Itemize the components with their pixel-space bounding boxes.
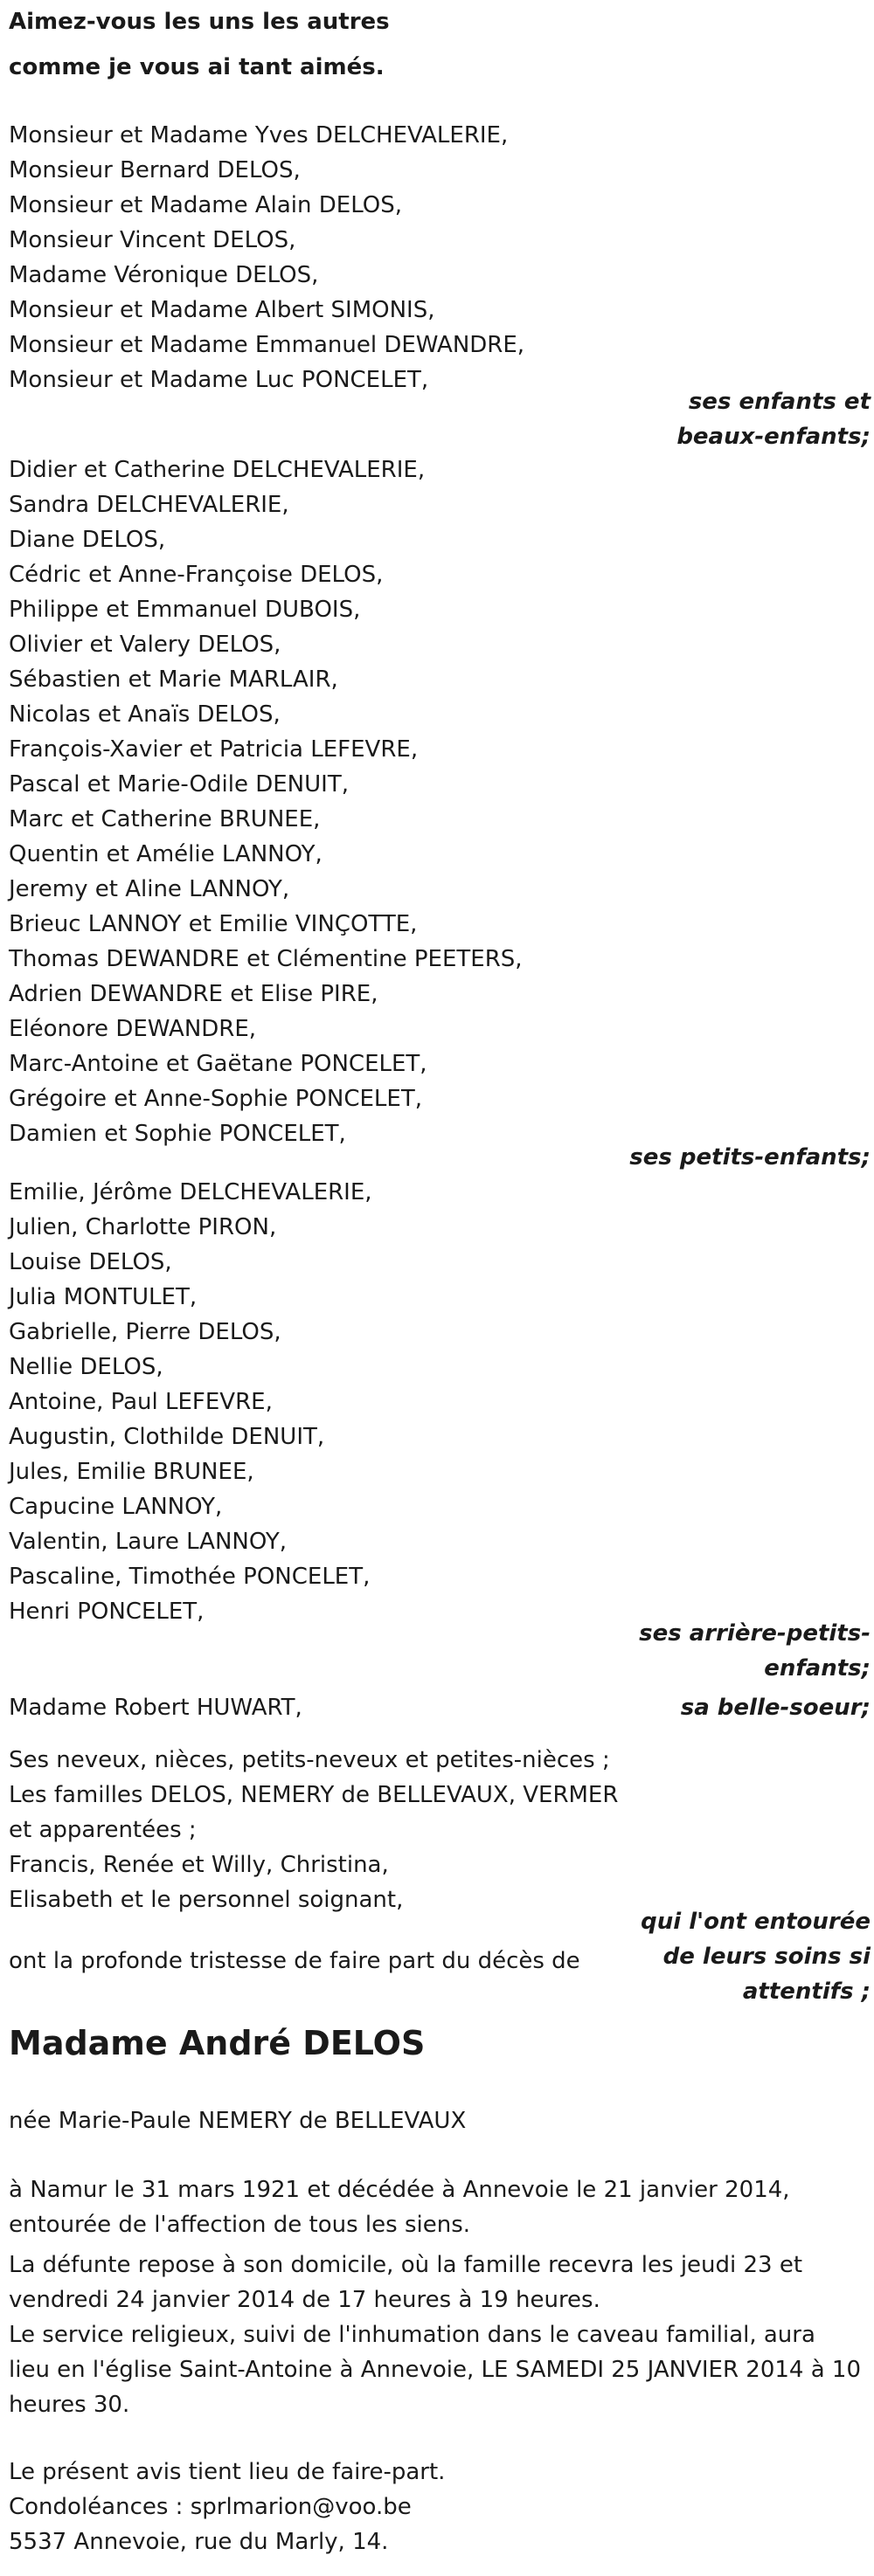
list-item: Augustin, Clothilde DENUIT, <box>9 1424 325 1450</box>
list-item: Louise DELOS, <box>9 1249 172 1275</box>
list-item: Monsieur et Madame Emmanuel DEWANDRE, <box>9 332 525 358</box>
list-item: Ses neveux, nièces, petits-neveux et petites-nièces ; <box>9 1747 610 1773</box>
list-item: Cédric et Anne-Françoise DELOS, <box>9 562 384 588</box>
paragraph-line: Le service religieux, suivi de l'inhumation dans le caveau familial, aura <box>9 2322 815 2348</box>
list-item: Gabrielle, Pierre DELOS, <box>9 1319 281 1345</box>
list-item: Nicolas et Anaïs DELOS, <box>9 701 281 728</box>
list-item: Francis, Renée et Willy, Christina, <box>9 1852 389 1878</box>
others-label-line-1: qui l'ont entourée <box>641 1909 871 1935</box>
paragraph-line: à Namur le 31 mars 1921 et décédée à Annevoie le 21 janvier 2014, <box>9 2177 790 2203</box>
list-item: Henri PONCELET, <box>9 1599 205 1625</box>
list-item: Philippe et Emmanuel DUBOIS, <box>9 597 361 623</box>
paragraph-line: La défunte repose à son domicile, où la famille recevra les jeudi 23 et <box>9 2252 803 2278</box>
list-item: François-Xavier et Patricia LEFEVRE, <box>9 736 419 763</box>
list-item: Olivier et Valery DELOS, <box>9 632 281 658</box>
paragraph-line: lieu en l'église Saint-Antoine à Annevoie, LE SAMEDI 25 JANVIER 2014 à 10 <box>9 2357 861 2383</box>
list-item: Antoine, Paul LEFEVRE, <box>9 1389 273 1415</box>
list-item: Monsieur et Madame Yves DELCHEVALERIE, <box>9 122 509 148</box>
deceased-name: Madame André DELOS <box>9 2024 426 2062</box>
list-item: Capucine LANNOY, <box>9 1494 223 1520</box>
list-item: Jules, Emilie BRUNEE, <box>9 1459 254 1485</box>
children-label-line-2: beaux-enfants; <box>676 424 871 450</box>
list-item: Monsieur et Madame Albert SIMONIS, <box>9 297 435 323</box>
grandchildren-label: ses petits-enfants; <box>629 1144 871 1171</box>
footer-contact <box>9 2455 445 2559</box>
sister-in-law-name: Madame Robert HUWART, <box>9 1695 302 1721</box>
header-verse-line-1: Aimez-vous les uns les autres <box>9 9 390 35</box>
list-item: Brieuc LANNOY et Emilie VINÇOTTE, <box>9 911 418 937</box>
list-item: Elisabeth et le personnel soignant, <box>9 1887 404 1913</box>
children-list <box>9 118 524 397</box>
list-item: Pascal et Marie-Odile DENUIT, <box>9 771 349 798</box>
list-item: Grégoire et Anne-Sophie PONCELET, <box>9 1086 422 1112</box>
footer-line: Condoléances : sprlmarion@voo.be <box>9 2494 412 2520</box>
list-item: Emilie, Jérôme DELCHEVALERIE, <box>9 1179 372 1205</box>
list-item: Marc-Antoine et Gaëtane PONCELET, <box>9 1051 427 1077</box>
list-item: et apparentées ; <box>9 1817 197 1843</box>
great-grandchildren-label-line-1: ses arrière-petits- <box>639 1620 871 1647</box>
footer-line: Le présent avis tient lieu de faire-part. <box>9 2459 446 2485</box>
list-item: Damien et Sophie PONCELET, <box>9 1121 346 1147</box>
list-item: Valentin, Laure LANNOY, <box>9 1529 288 1555</box>
list-item: Madame Véronique DELOS, <box>9 262 319 288</box>
maiden-name: née Marie-Paule NEMERY de BELLEVAUX <box>9 2108 467 2134</box>
announcement-text: ont la profonde tristesse de faire part du décès de <box>9 1948 580 1974</box>
list-item: Sandra DELCHEVALERIE, <box>9 492 289 518</box>
children-label-line-1: ses enfants et <box>688 389 871 415</box>
list-item: Quentin et Amélie LANNOY, <box>9 841 323 867</box>
list-item: Marc et Catherine BRUNEE, <box>9 806 321 832</box>
header-verse-line-2: comme je vous ai tant aimés. <box>9 54 385 80</box>
list-item: Julien, Charlotte PIRON, <box>9 1214 277 1240</box>
list-item: Monsieur et Madame Luc PONCELET, <box>9 367 429 393</box>
list-item: Nellie DELOS, <box>9 1354 163 1380</box>
list-item: Pascaline, Timothée PONCELET, <box>9 1564 371 1590</box>
list-item: Adrien DEWANDRE et Elise PIRE, <box>9 981 378 1007</box>
list-item: Monsieur Bernard DELOS, <box>9 157 301 183</box>
list-item: Jeremy et Aline LANNOY, <box>9 876 290 902</box>
list-item: Sébastien et Marie MARLAIR, <box>9 666 338 693</box>
list-item: Monsieur et Madame Alain DELOS, <box>9 192 403 218</box>
list-item: Diane DELOS, <box>9 527 166 553</box>
others-list <box>9 1743 618 1917</box>
others-label-line-3: attentifs ; <box>742 1979 871 2005</box>
list-item: Thomas DEWANDRE et Clémentine PEETERS, <box>9 946 523 972</box>
great-grandchildren-list <box>9 1175 372 1629</box>
paragraph-line: heures 30. <box>9 2392 130 2418</box>
sister-in-law-label: sa belle-soeur; <box>680 1695 871 1721</box>
footer-line: 5537 Annevoie, rue du Marly, 14. <box>9 2529 389 2555</box>
list-item: Didier et Catherine DELCHEVALERIE, <box>9 457 426 483</box>
list-item: Julia MONTULET, <box>9 1284 198 1310</box>
service-paragraph <box>9 2317 861 2422</box>
list-item: Monsieur Vincent DELOS, <box>9 227 296 253</box>
great-grandchildren-label-line-2: enfants; <box>764 1655 871 1682</box>
paragraph-line: entourée de l'affection de tous les siens. <box>9 2212 471 2238</box>
list-item: Eléonore DEWANDRE, <box>9 1016 257 1042</box>
list-item: Les familles DELOS, NEMERY de BELLEVAUX, VERMER <box>9 1782 619 1808</box>
grandchildren-list <box>9 452 523 1151</box>
paragraph-line: vendredi 24 janvier 2014 de 17 heures à 19 heures. <box>9 2287 600 2313</box>
birth-death-paragraph <box>9 2172 790 2242</box>
obituary-notice <box>9 0 871 2576</box>
others-label-line-2: de leurs soins si <box>662 1944 871 1970</box>
visitation-paragraph <box>9 2248 802 2317</box>
